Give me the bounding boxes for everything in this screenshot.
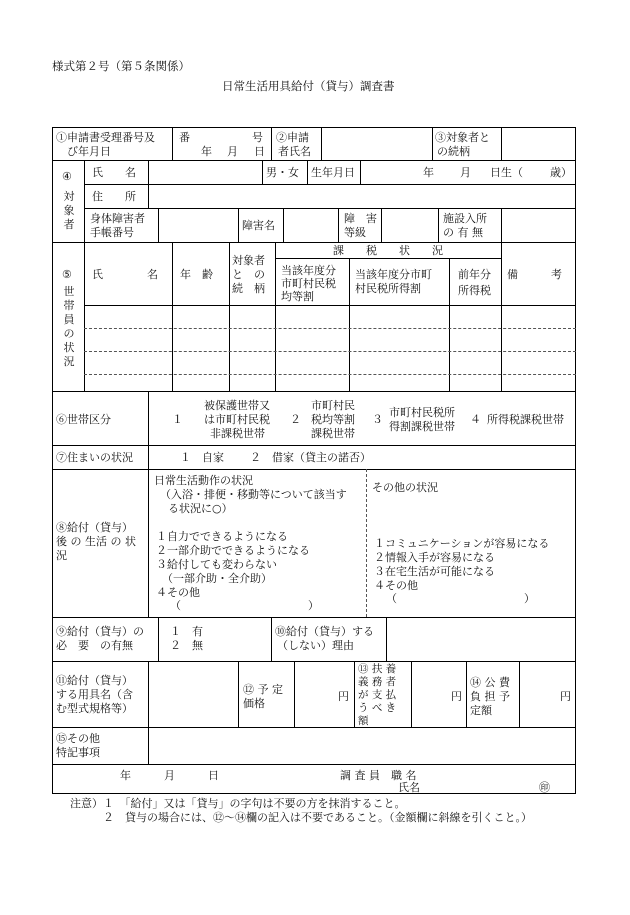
category-opt4-no: ４ <box>470 413 481 426</box>
disability-name-label: 障害名 <box>242 219 275 232</box>
household-relation-header-2: と の <box>232 268 265 281</box>
yen-label-3: 円 <box>560 690 571 703</box>
address-label: 住 所 <box>92 190 136 203</box>
household-section-no: ⑤ <box>62 268 72 281</box>
household-relation-header: 対象者 <box>232 254 265 267</box>
daily-opt-3b: （一部介助・全介助） <box>162 572 272 585</box>
remarks-header: 備 考 <box>507 268 562 281</box>
footer-day: 日 <box>208 769 219 782</box>
public-burden-label-2: 負 担 予 <box>470 690 510 703</box>
after-label: ⑧給付（貸与） <box>56 521 133 534</box>
household-relation-header-3: 続 柄 <box>232 282 265 295</box>
category-opt3-2: 得割課税世帯 <box>389 420 455 433</box>
category-opt2-no: ２ <box>290 413 301 426</box>
items-label-3: む型式規格等） <box>56 702 133 715</box>
household-age-header: 年 齢 <box>180 268 213 281</box>
day-label: 日 <box>254 145 265 158</box>
subject-section-no: ④ <box>62 170 72 183</box>
planned-price-label: ⑫ 予 定 <box>243 683 283 696</box>
duty-payment-label-2: 義 務 者 <box>358 676 397 688</box>
footer-month: 月 <box>164 769 175 782</box>
income-tax-header-2: 所得税 <box>458 284 491 297</box>
items-label-2: する用具名（含 <box>56 688 133 701</box>
note-2: ２ 貸与の場合には、⑫～⑭欄の記入は不要であること。（金額欄に斜線を引くこと。） <box>103 811 532 824</box>
planned-price-label-2: 価格 <box>243 697 265 710</box>
tax-per-capita-header-2: 市町村民税 <box>281 277 336 290</box>
yen-label-1: 円 <box>338 690 349 703</box>
reason-label: ⑩給付（貸与）する <box>275 625 374 638</box>
birth-month-label: 月 <box>460 166 471 179</box>
investigator-name-label: 氏名 <box>398 781 420 794</box>
applicant-label-2: 者氏名 <box>278 145 311 158</box>
category-label: ⑥世帯区分 <box>56 413 111 426</box>
category-opt2-2: 税均等割 <box>311 413 355 426</box>
receipt-label: ①申請書受理番号及 <box>56 131 155 144</box>
tax-income-header-2: 村民税所得割 <box>355 282 421 295</box>
category-opt1-2: は市町村民税 <box>204 413 270 426</box>
other-opt-4: ４その他 <box>374 579 418 592</box>
handbook-label: 身体障害者 <box>90 212 145 225</box>
year-label: 年 <box>201 145 212 158</box>
necessity-label: ⑨給付（貸与）の <box>56 625 144 638</box>
age-label: 歳） <box>550 166 572 179</box>
necessity-opt-no: ２ 無 <box>170 639 203 652</box>
public-burden-label-3: 定額 <box>470 704 492 717</box>
category-opt3-no: ３ <box>372 413 383 426</box>
form-number: 様式第２号（第５条関係） <box>52 59 190 73</box>
go-label: 号 <box>252 131 263 144</box>
other-opt-2: ２情報入手が容易になる <box>374 551 495 564</box>
special-notes-label: ⑮その他 <box>56 732 100 745</box>
other-paren-close: ） <box>524 592 535 605</box>
category-opt4: 所得税課税世帯 <box>487 413 564 426</box>
receipt-label-2: び年月日 <box>67 145 111 158</box>
after-label-2: 後 の 生活 の 状 <box>56 535 136 548</box>
duty-payment-label-4: う べ き <box>358 702 397 714</box>
note-1: 注意）１ 「給付」又は「貸与」の字句は不要の方を抹消すること。 <box>70 797 406 810</box>
month-label: 月 <box>227 145 238 158</box>
other-status-title: その他の状況 <box>372 481 438 494</box>
necessity-opt-yes: １ 有 <box>170 625 203 638</box>
other-paren-open: （ <box>386 592 397 605</box>
duty-payment-label-3: が 支 払 <box>358 689 397 701</box>
items-label: ⑪給付（貸与） <box>56 674 133 687</box>
seal-mark: ㊞ <box>539 781 550 794</box>
necessity-label-2: 必 要 の有無 <box>56 639 133 652</box>
duty-payment-label-5: 額 <box>358 715 369 727</box>
duty-payment-label: ⑬ 扶 養 <box>358 663 397 675</box>
grade-label: 障 害 <box>344 212 377 225</box>
income-tax-header: 前年分 <box>458 268 491 281</box>
household-section-label: 世 帯 員 の 状 況 <box>63 285 75 368</box>
reason-label-2: （しない）理由 <box>277 639 354 652</box>
daily-opt-1: １自力でできるようになる <box>156 530 288 543</box>
daily-status-title: 日常生活動作の状況 <box>154 474 253 487</box>
after-label-3: 況 <box>56 549 67 562</box>
tax-status-header: 課 税 状 況 <box>333 244 443 257</box>
tax-per-capita-header: 当該年度分 <box>281 264 336 277</box>
relation-label-2: の続柄 <box>437 145 470 158</box>
investigator-label: 調 査 員 職 名 <box>340 769 417 782</box>
category-opt1-no: １ <box>172 413 183 426</box>
housing-opt-own: １ 自家 <box>180 451 224 464</box>
housing-label: ⑦住まいの状況 <box>56 451 133 464</box>
handbook-label-2: 手帳番号 <box>90 226 134 239</box>
birthdate-label: 生年月日 <box>311 166 355 179</box>
grade-label-2: 等級 <box>344 226 366 239</box>
form-title: 日常生活用具給付（貸与）調査書 <box>222 79 395 93</box>
tax-income-header: 当該年度分市町 <box>355 268 432 281</box>
other-opt-1: １コミュニケーションが容易になる <box>374 537 550 550</box>
daily-status-sub-2: る状況に○） <box>168 502 233 515</box>
name-label: 氏 名 <box>92 166 136 179</box>
facility-label-2: の 有 無 <box>443 226 483 239</box>
footer-year: 年 <box>120 769 131 782</box>
daily-paren-close: ） <box>308 599 319 612</box>
daily-opt-2: ２一部介助でできるようになる <box>156 544 310 557</box>
daily-paren-open: （ <box>170 599 181 612</box>
public-burden-label: ⑭ 公 費 <box>470 676 510 689</box>
birth-day-label: 日生（ <box>490 166 523 179</box>
daily-opt-3: ３給付しても変わらない <box>156 558 277 571</box>
ban-label: 番 <box>179 131 190 144</box>
tax-per-capita-header-3: 均等割 <box>281 290 314 303</box>
category-opt1: 被保護世帯又 <box>204 399 270 412</box>
sex-field[interactable]: 男・女 <box>266 166 299 179</box>
yen-label-2: 円 <box>451 690 462 703</box>
other-opt-3: ３在宅生活が可能になる <box>374 565 495 578</box>
facility-label: 施設入所 <box>443 212 487 225</box>
subject-section-label: 対 象 者 <box>63 190 75 231</box>
applicant-label: ②申請 <box>276 131 309 144</box>
relation-label: ③対象者と <box>435 131 490 144</box>
birth-year-label: 年 <box>423 166 434 179</box>
category-opt3: 市町村民税所 <box>389 406 455 419</box>
special-notes-label-2: 特記事項 <box>56 746 100 759</box>
household-name-header: 氏 名 <box>92 268 158 281</box>
daily-status-sub: （入浴・排便・移動等について該当す <box>160 488 347 501</box>
category-opt2: 市町村民 <box>311 399 355 412</box>
category-opt1-3: 非課税世帯 <box>210 427 265 440</box>
category-opt2-3: 課税世帯 <box>311 427 355 440</box>
daily-opt-4: ４その他 <box>156 586 200 599</box>
housing-opt-rent: ２ 借家（貸主の諾否） <box>250 451 371 464</box>
